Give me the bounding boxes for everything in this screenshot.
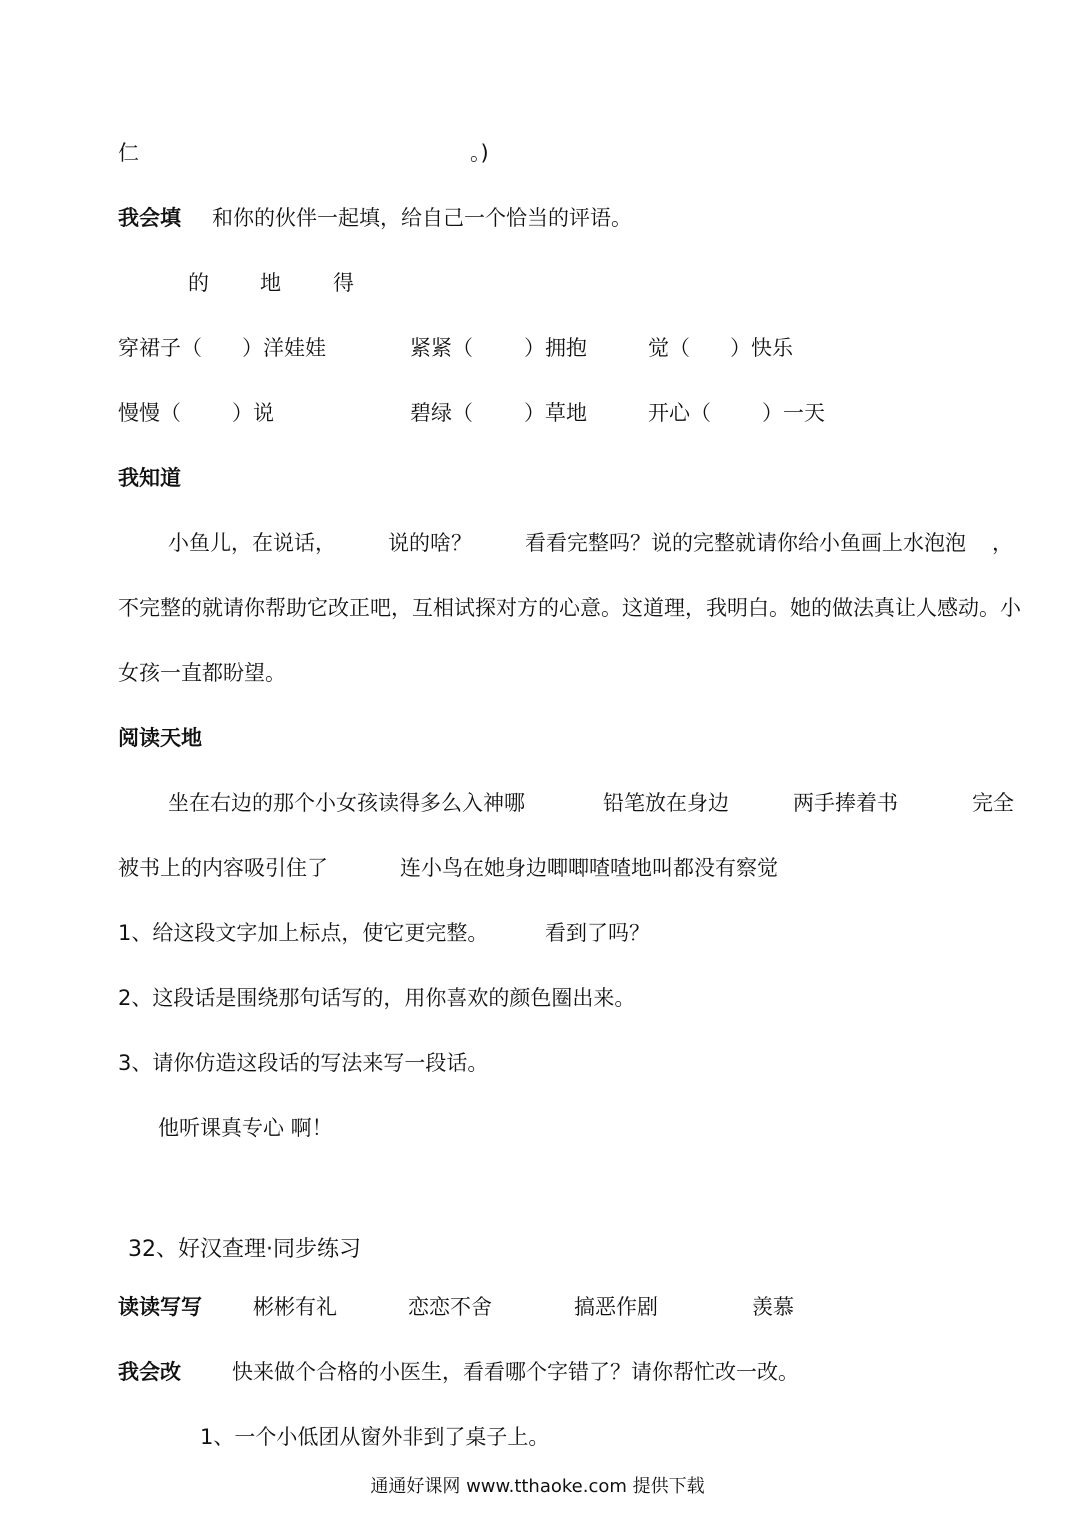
fill-option: 得 xyxy=(333,271,354,295)
rw-word: 羡慕 xyxy=(752,1295,794,1319)
read-heading: 阅读天地 xyxy=(118,726,202,750)
rw-word: 恋恋不舍 xyxy=(408,1295,492,1319)
read-sample: 他听课真专心 啊！ xyxy=(158,1116,333,1140)
read-passage: 被书上的内容吸引住了 xyxy=(118,856,328,880)
know-text: 看看完整吗？说的完整就请你给小鱼画上水泡泡 xyxy=(525,531,966,555)
lesson-title: 32、好汉查理·同步练习 xyxy=(128,1237,361,1262)
read-question: 1、给这段文字加上标点，使它更完整。 xyxy=(118,921,489,945)
fill-row2-item: 开心（ xyxy=(648,401,711,425)
fix-item: 1、一个小低团从窗外非到了桌子上。 xyxy=(200,1425,550,1449)
fill-row2-item: 碧绿（ xyxy=(410,401,473,425)
read-passage: 坐在右边的那个小女孩读得多么入神哪 xyxy=(168,791,525,815)
read-question: 看到了吗？ xyxy=(545,921,650,945)
fill-row1-item: ）快乐 xyxy=(730,336,793,360)
top-close-paren: 。) xyxy=(470,141,489,165)
read-question: 3、请你仿造这段话的写法来写一段话。 xyxy=(118,1051,489,1075)
fix-instruction: 快来做个合格的小医生，看看哪个字错了？请你帮忙改一改。 xyxy=(232,1360,799,1384)
know-text: 女孩一直都盼望。 xyxy=(118,661,286,685)
fill-row2-item: ）草地 xyxy=(524,401,587,425)
rw-word: 搞恶作剧 xyxy=(574,1295,658,1319)
read-question: 2、这段话是围绕那句话写的，用你喜欢的颜色圈出来。 xyxy=(118,986,636,1010)
know-text: 小鱼儿，在说话， xyxy=(168,531,336,555)
fill-row1-item: 紧紧（ xyxy=(410,336,473,360)
fill-option: 地 xyxy=(260,271,281,295)
know-text: 不完整的就请你帮助它改正吧，互相试探对方的心意。这道理，我明白。她的做法真让人感动。小 xyxy=(118,596,1021,620)
know-text: 说的啥？ xyxy=(388,531,472,555)
top-char: 仁 xyxy=(118,141,139,165)
fill-row2-item: ）一天 xyxy=(762,401,825,425)
know-heading: 我知道 xyxy=(118,466,181,490)
fill-row2-item: 慢慢（ xyxy=(118,401,181,425)
fix-heading: 我会改 xyxy=(118,1360,181,1384)
fill-row1-item: ）洋娃娃 xyxy=(242,336,326,360)
read-passage: 铅笔放在身边 xyxy=(603,791,729,815)
fill-heading: 我会填 xyxy=(118,206,181,230)
know-text: ， xyxy=(992,531,1013,555)
read-passage: 连小鸟在她身边唧唧喳喳地叫都没有察觉 xyxy=(400,856,778,880)
fill-row1-item: 觉（ xyxy=(648,336,690,360)
read-passage: 完全 xyxy=(972,791,1014,815)
read-passage: 两手捧着书 xyxy=(793,791,898,815)
rw-word: 彬彬有礼 xyxy=(253,1295,337,1319)
fill-option: 的 xyxy=(188,271,209,295)
fill-row2-item: ）说 xyxy=(232,401,274,425)
fill-row1-item: 穿裙子（ xyxy=(118,336,202,360)
fill-row1-item: ）拥抱 xyxy=(524,336,587,360)
rw-heading: 读读写写 xyxy=(118,1295,202,1319)
fill-instruction: 和你的伙伴一起填，给自己一个恰当的评语。 xyxy=(212,206,632,230)
footer-credit: 通通好课网 www.tthaoke.com 提供下载 xyxy=(370,1476,705,1497)
